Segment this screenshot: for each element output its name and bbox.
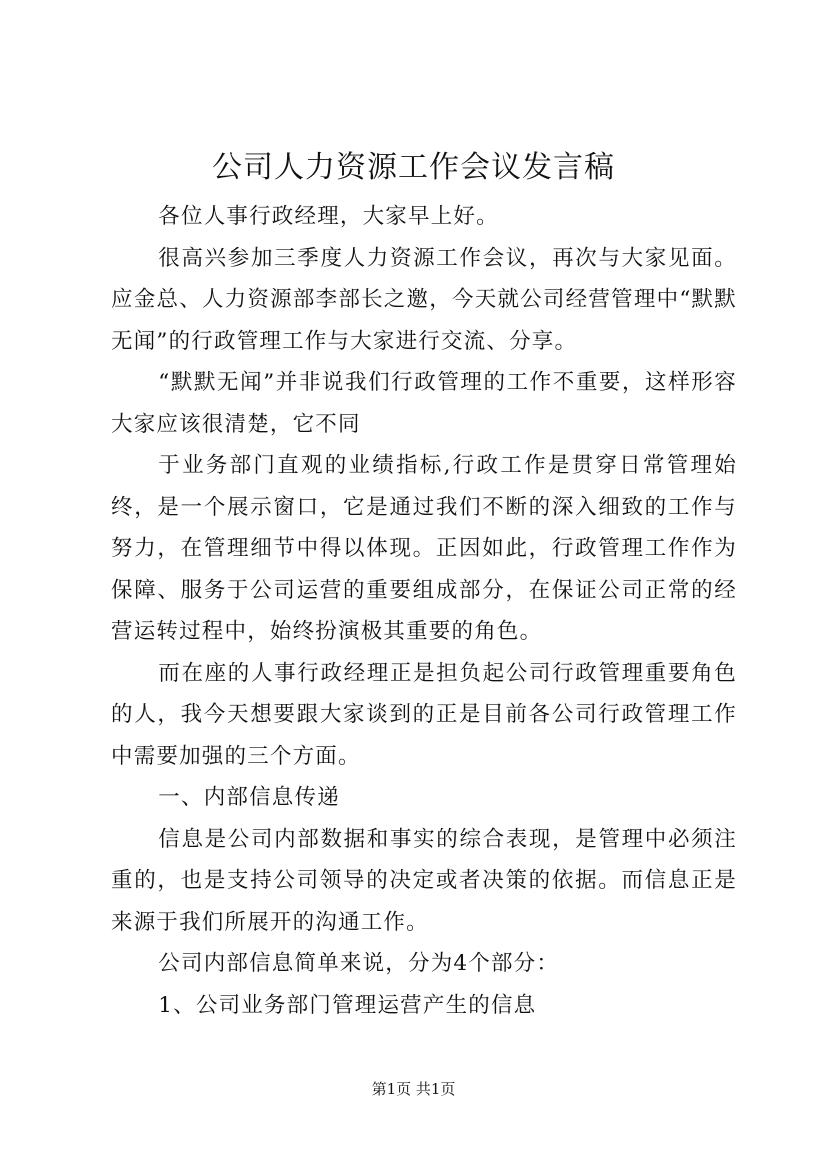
paragraph-three-aspects: 而在座的人事行政经理正是担负起公司行政管理重要角色的人，我今天想要跟大家谈到的正是目前各公司行政管理工作中需要加强的三个方面。 (111, 660, 737, 769)
list-item-business-info: 1、公司业务部门管理运营产生的信息 (158, 992, 537, 1018)
section-heading-internal-info: 一、内部信息传递 (158, 785, 340, 810)
paragraph-admin-role: 于业务部门直观的业绩指标,行政工作是贯穿日常管理始终，是一个展示窗口，它是通过我们不断的深入细致的工作与努力，在管理细节中得以体现。正因如此，行政管理工作作为保障、服务于公司运营的重要组成部分，在保证公司正常的经营运转过程中，始终扮演极其重要的角色。 (111, 453, 737, 644)
paragraph-info-parts: 公司内部信息简单来说，分为4个部分： (158, 951, 560, 976)
document-body (111, 196, 737, 1026)
paragraph-info-definition: 信息是公司内部数据和事实的综合表现，是管理中必须注重的，也是支持公司领导的决定或者决策的依据。而信息正是来源于我们所展开的沟通工作。 (111, 826, 737, 935)
page-footer: 第1页 共1页 (371, 1080, 456, 1098)
document-title: 公司人力资源工作会议发言稿 (212, 150, 615, 185)
paragraph-quiet-work: “默默无闻”并非说我们行政管理的工作不重要，这样形容大家应该很清楚，它不同 (111, 370, 737, 437)
paragraph-intro: 很高兴参加三季度人力资源工作会议，再次与大家见面。应金总、人力资源部李部长之邀，今天就公司经营管理中“默默无闻”的行政管理工作与大家进行交流、分享。 (111, 245, 737, 354)
paragraph-greeting: 各位人事行政经理，大家早上好。 (158, 204, 499, 229)
